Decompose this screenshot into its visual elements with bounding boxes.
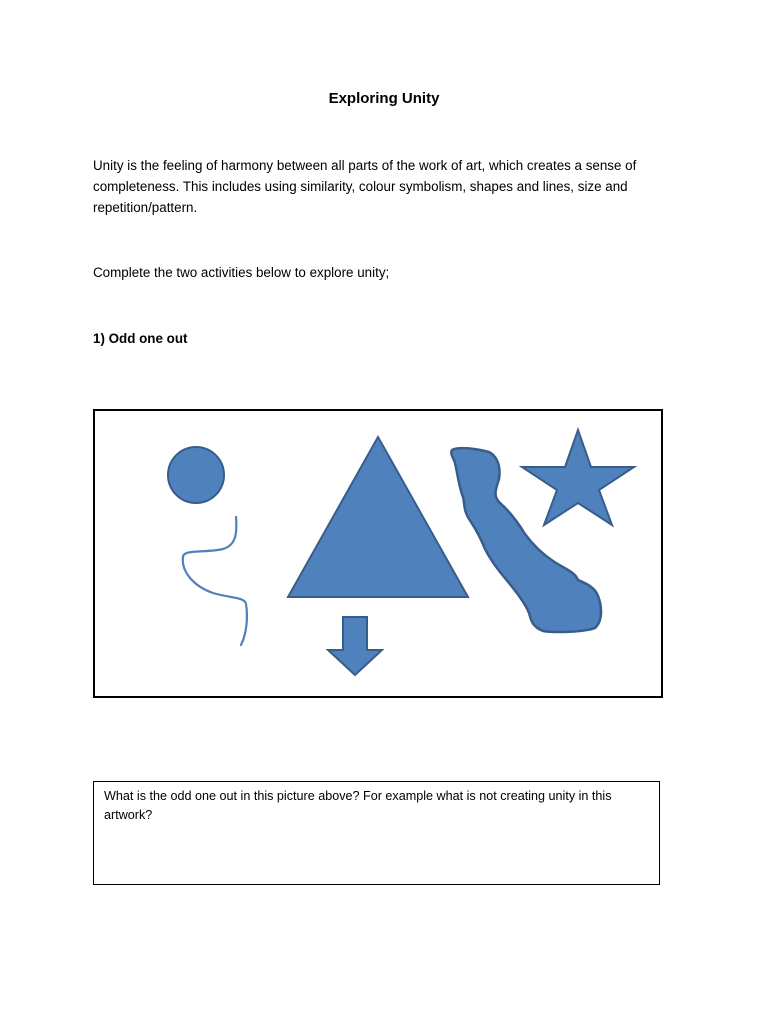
page-title: Exploring Unity: [328, 90, 440, 107]
star-shape: [522, 430, 634, 525]
answer-box[interactable]: [93, 781, 660, 885]
intro-paragraph: Unity is the feeling of harmony between all parts of the work of art, which creates a sense of completeness. This includes using similarity, colour symbolism, shapes and lines, size and repetition/pattern.: [93, 158, 637, 215]
triangle-shape: [288, 437, 468, 597]
wavy-line-shape: [183, 517, 247, 645]
activity-heading: 1) Odd one out: [93, 331, 188, 346]
artwork-frame: [93, 409, 663, 698]
circle-shape: [168, 447, 224, 503]
answer-question: What is the odd one out in this picture above? For example what is not creating unity in this artwork?: [104, 789, 612, 822]
artwork-canvas: [95, 411, 661, 696]
instruction-text: Complete the two activities below to explore unity;: [93, 265, 390, 280]
down-arrow-shape: [328, 617, 382, 675]
